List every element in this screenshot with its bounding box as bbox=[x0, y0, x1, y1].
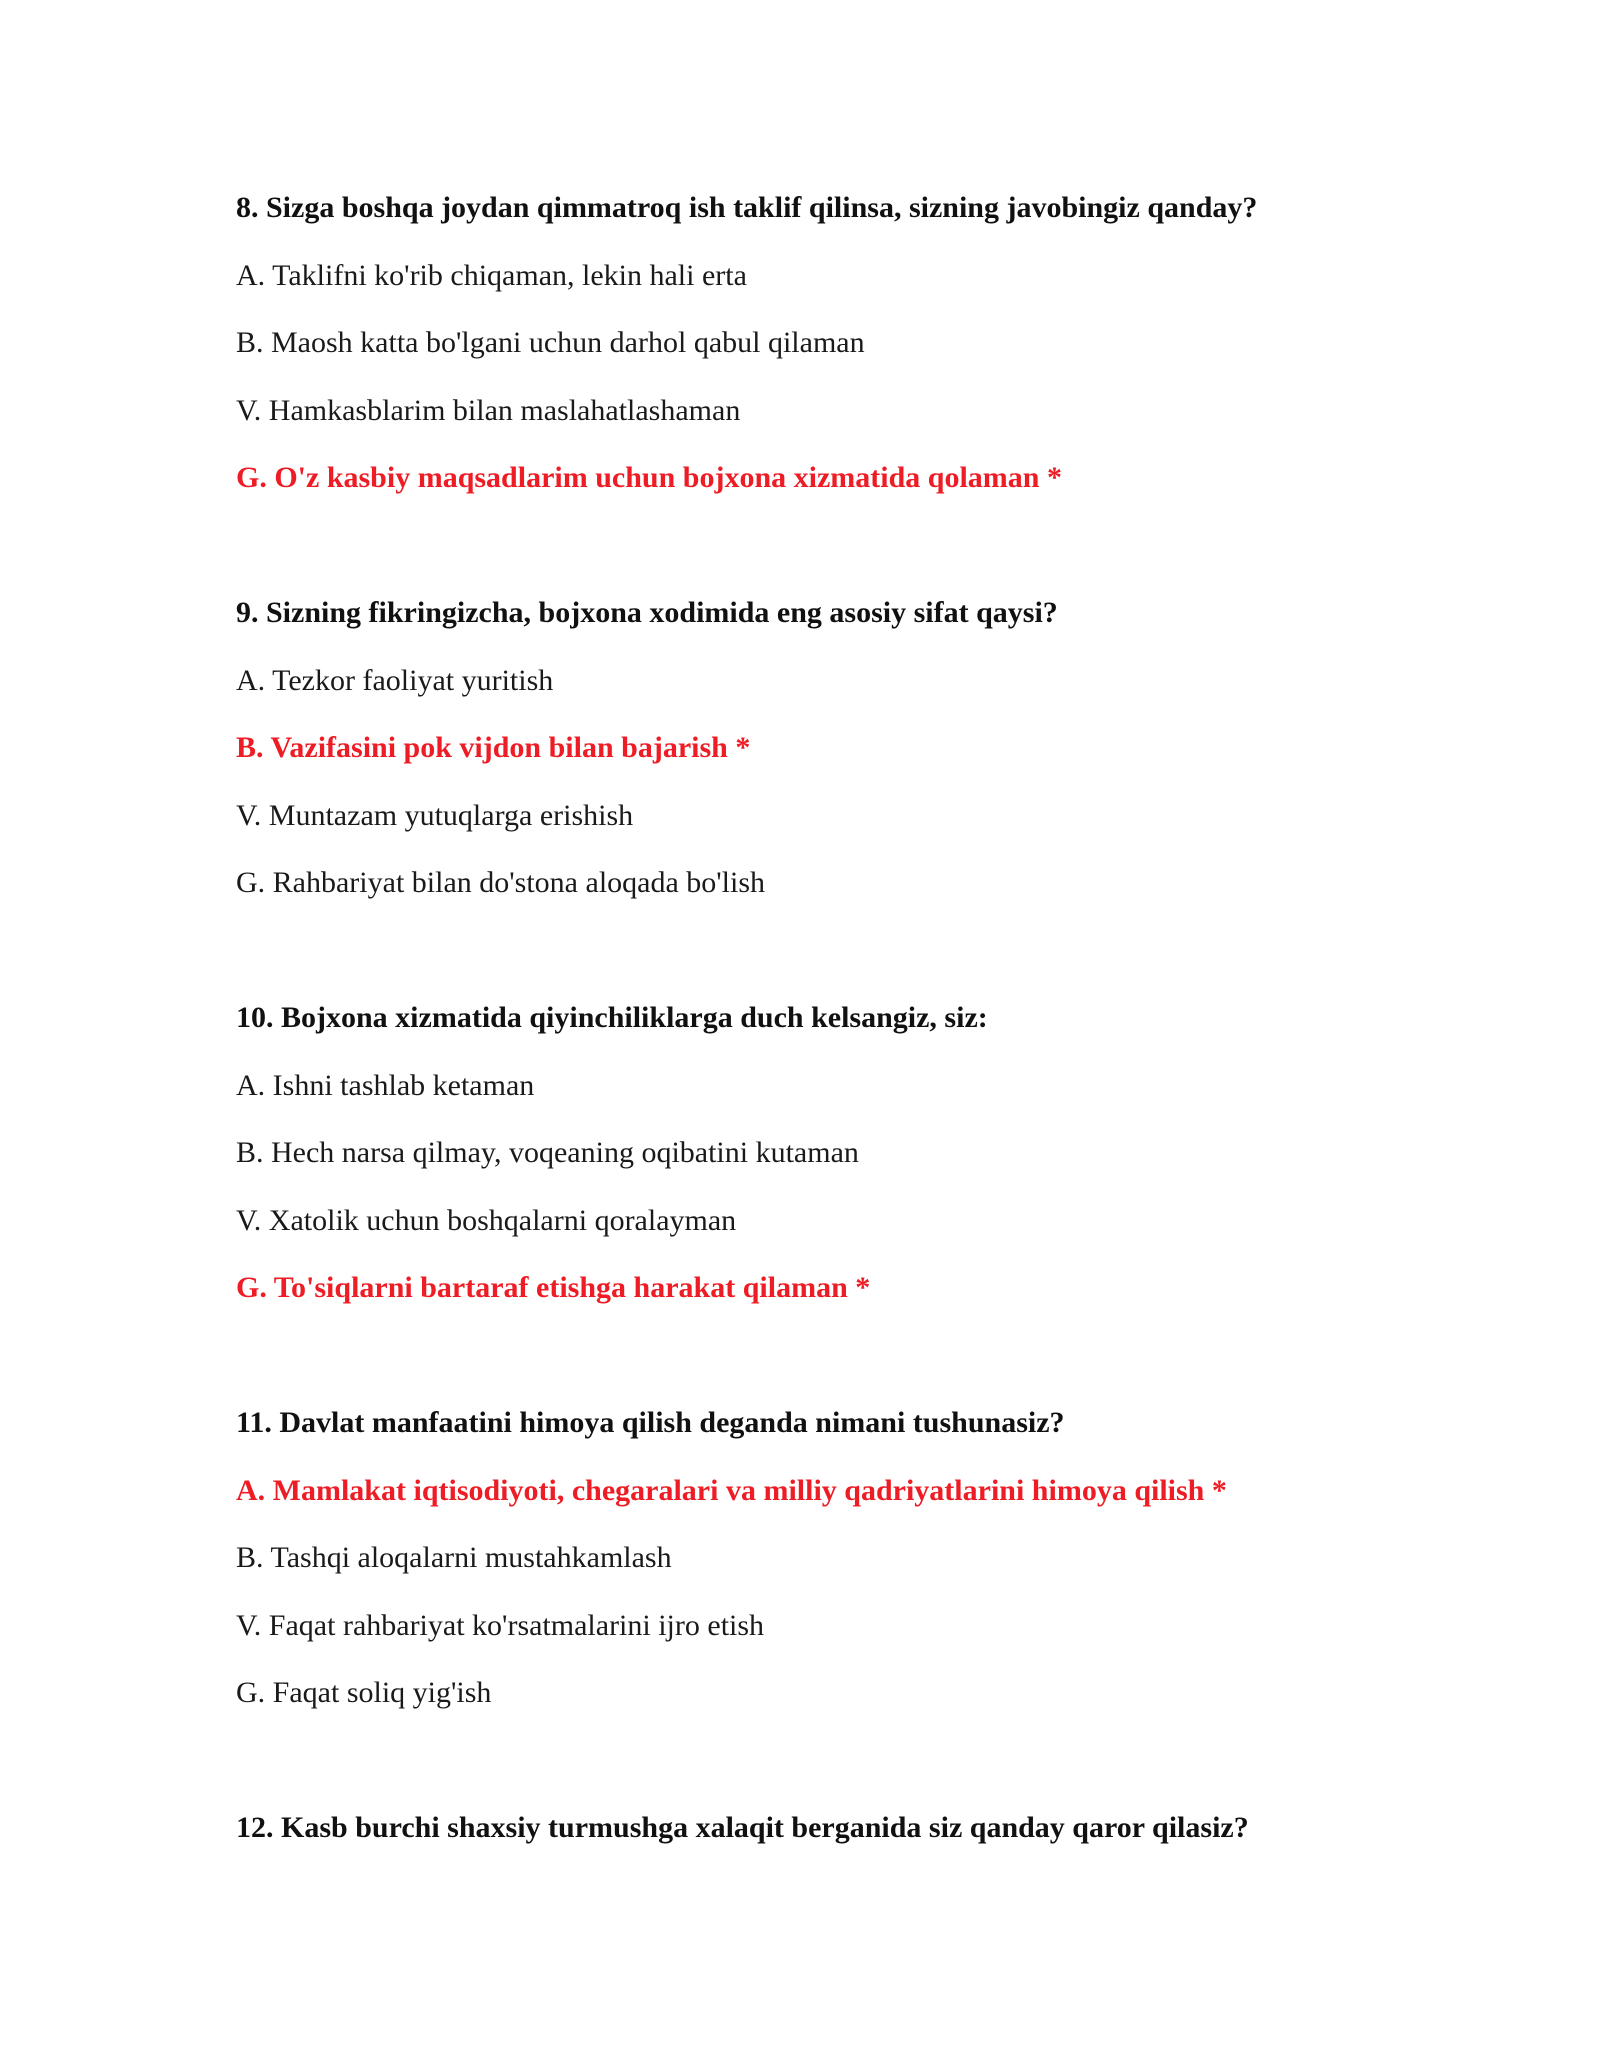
answer-option: A. Tezkor faoliyat yuritish bbox=[236, 663, 554, 697]
correct-answer-option: A. Mamlakat iqtisodiyoti, chegaralari va milliy qadriyatlarini himoya qilish * bbox=[236, 1473, 1227, 1507]
spacer bbox=[236, 1741, 1436, 1809]
answer-option: V. Faqat rahbariyat ko'rsatmalarini ijro etish bbox=[236, 1608, 765, 1642]
quiz-content bbox=[236, 188, 1436, 1876]
correct-answer-option: B. Vazifasini pok vijdon bilan bajarish * bbox=[236, 731, 751, 764]
answer-option: B. Tashqi aloqalarni mustahkamlash bbox=[236, 1541, 672, 1574]
question-title: 12. Kasb burchi shaxsiy turmushga xalaqit berganida siz qanday qaror qilasiz? bbox=[236, 1811, 1249, 1844]
answer-option: V. Xatolik uchun boshqalarni qoralayman bbox=[236, 1203, 737, 1237]
spacer bbox=[236, 931, 1436, 999]
spacer bbox=[236, 1336, 1436, 1404]
question-block-12 bbox=[236, 1808, 1436, 1848]
question-block-8 bbox=[236, 188, 1436, 498]
question-title: 10. Bojxona xizmatida qiyinchiliklarga duch kelsangiz, siz: bbox=[236, 1001, 988, 1034]
correct-answer-option: G. To'siqlarni bartaraf etishga harakat qilaman * bbox=[236, 1271, 871, 1304]
correct-answer-option: G. O'z kasbiy maqsadlarim uchun bojxona xizmatida qolaman * bbox=[236, 461, 1062, 494]
answer-option: V. Muntazam yutuqlarga erishish bbox=[236, 798, 634, 832]
question-title: 8. Sizga boshqa joydan qimmatroq ish taklif qilinsa, sizning javobingiz qanday? bbox=[236, 191, 1258, 224]
spacer bbox=[236, 526, 1436, 594]
question-block-11 bbox=[236, 1403, 1436, 1713]
question-title: 11. Davlat manfaatini himoya qilish deganda nimani tushunasiz? bbox=[236, 1406, 1065, 1439]
question-title: 9. Sizning fikringizcha, bojxona xodimida eng asosiy sifat qaysi? bbox=[236, 596, 1058, 629]
question-block-9 bbox=[236, 593, 1436, 903]
question-block-10 bbox=[236, 998, 1436, 1308]
answer-option: G. Rahbariyat bilan do'stona aloqada bo'lish bbox=[236, 866, 766, 899]
answer-option: V. Hamkasblarim bilan maslahatlashaman bbox=[236, 393, 741, 427]
answer-option: B. Maosh katta bo'lgani uchun darhol qabul qilaman bbox=[236, 326, 865, 359]
answer-option: G. Faqat soliq yig'ish bbox=[236, 1676, 492, 1709]
answer-option: A. Ishni tashlab ketaman bbox=[236, 1068, 535, 1102]
answer-option: A. Taklifni ko'rib chiqaman, lekin hali erta bbox=[236, 258, 747, 292]
answer-option: B. Hech narsa qilmay, voqeaning oqibatini kutaman bbox=[236, 1136, 859, 1169]
